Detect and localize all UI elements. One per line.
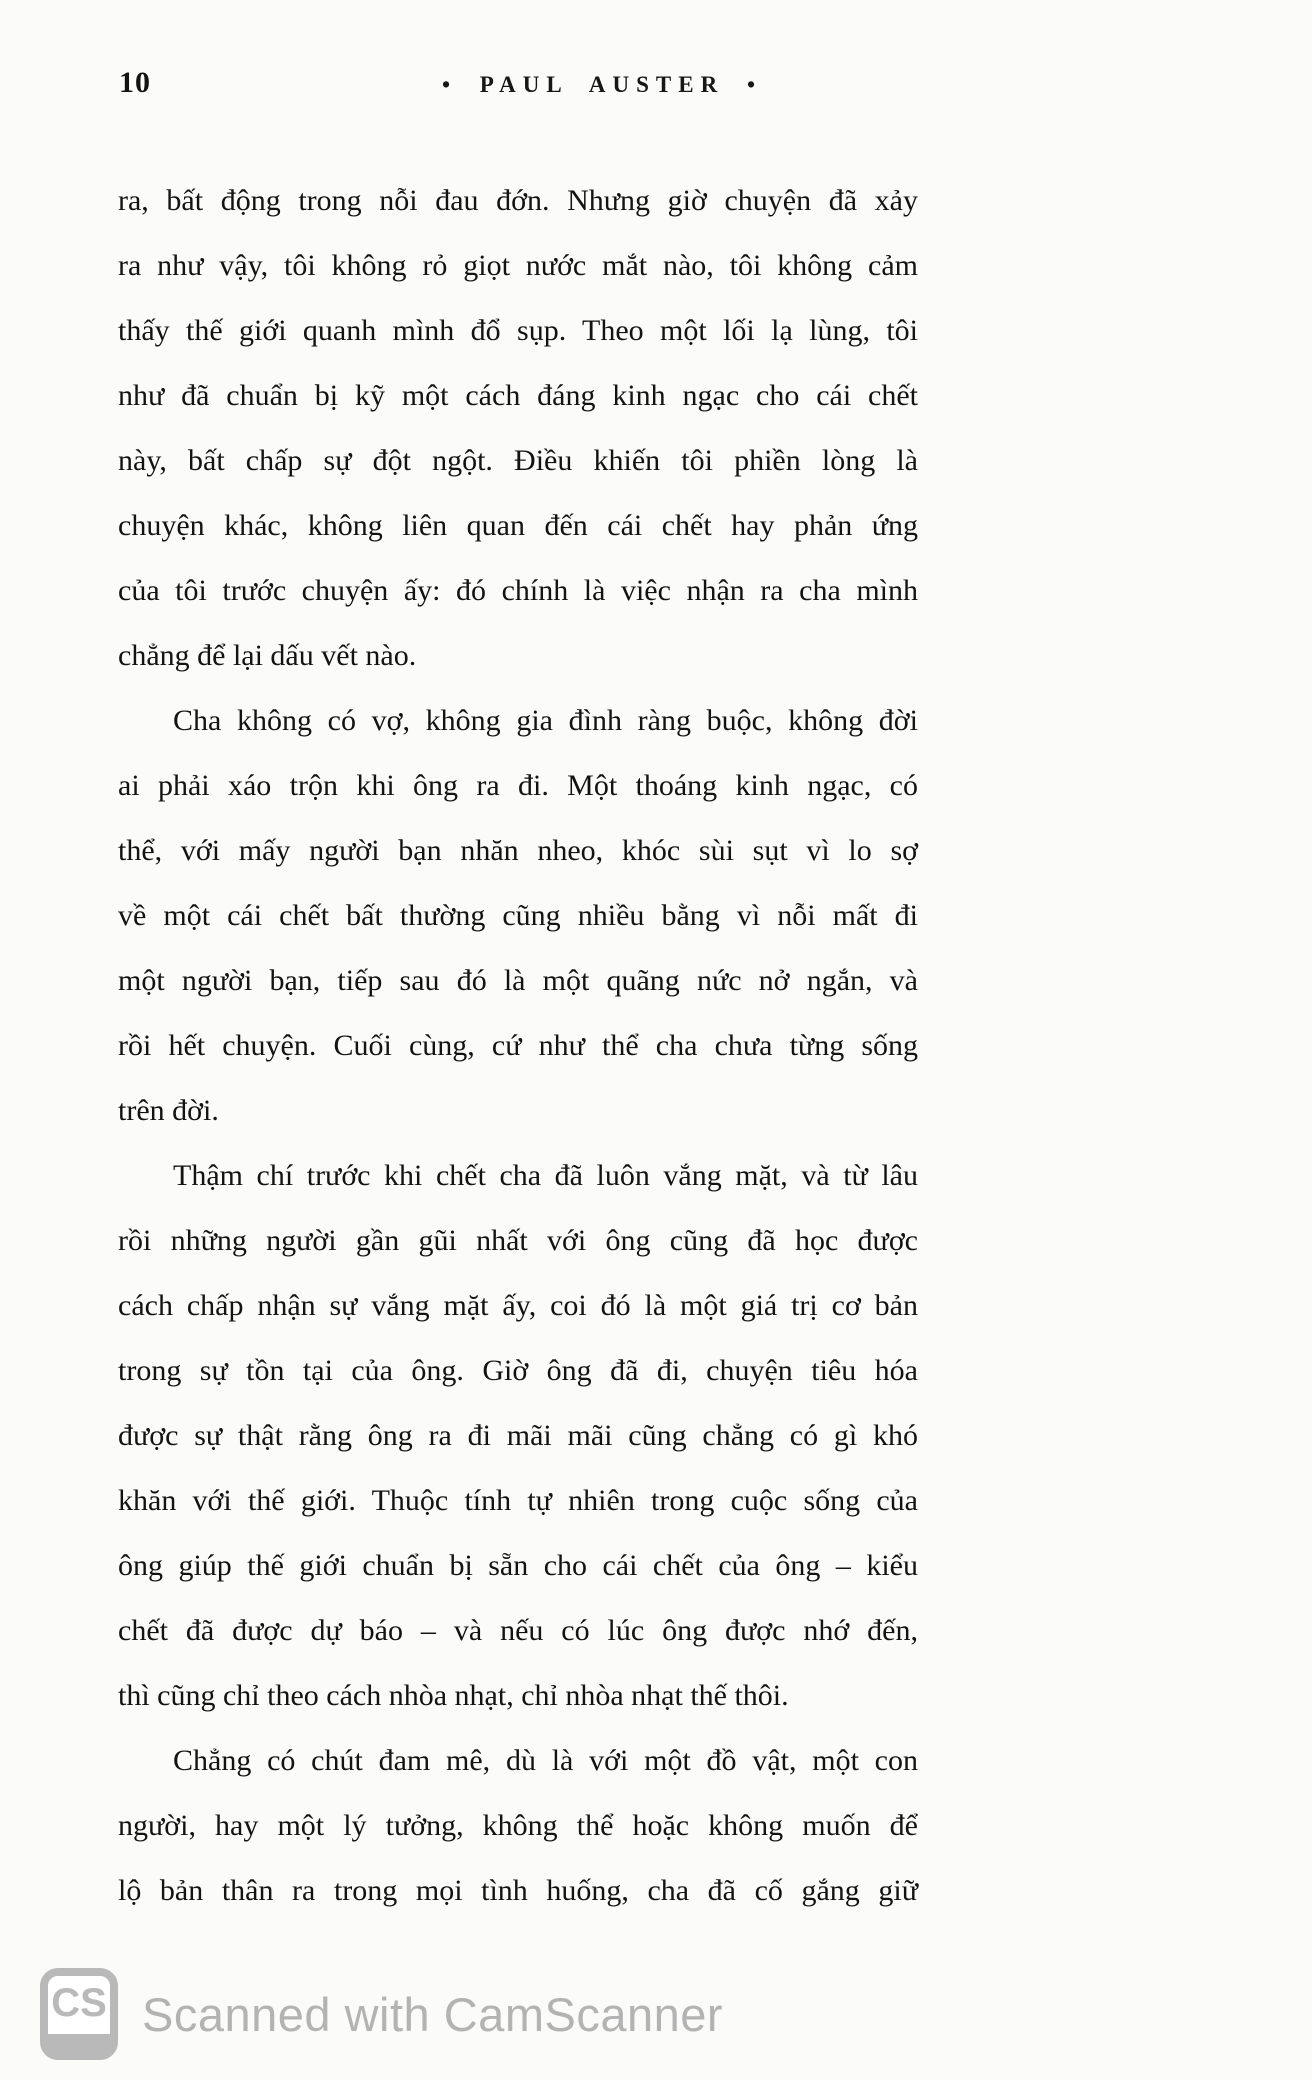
text-line: này, bất chấp sự đột ngột. Điều khiến tôi phiền lòng là xyxy=(118,444,918,477)
text-line: trong sự tồn tại của ông. Giờ ông đã đi, chuyện tiêu hóa xyxy=(118,1354,918,1387)
text-line: Thậm chí trước khi chết cha đã luôn vắng mặt, và từ lâu xyxy=(173,1159,918,1192)
text-line: trên đời. xyxy=(118,1094,219,1127)
text-line: lộ bản thân ra trong mọi tình huống, cha đã cố gắng giữ xyxy=(118,1874,918,1907)
text-line: cách chấp nhận sự vắng mặt ấy, coi đó là một giá trị cơ bản xyxy=(118,1289,918,1322)
text-line: ra như vậy, tôi không rỏ giọt nước mắt nào, tôi không cảm xyxy=(118,249,918,282)
running-head: • PAUL AUSTER • xyxy=(441,72,763,97)
text-block xyxy=(118,168,918,1923)
paragraph xyxy=(118,688,918,1143)
text-line: khăn với thế giới. Thuộc tính tự nhiên trong cuộc sống của xyxy=(118,1484,918,1517)
paragraph xyxy=(118,1728,918,1923)
text-line: Chẳng có chút đam mê, dù là với một đồ vật, một con xyxy=(173,1744,918,1777)
camscanner-watermark xyxy=(40,1968,723,2060)
text-line: chẳng để lại dấu vết nào. xyxy=(118,639,417,672)
paragraph xyxy=(118,168,918,688)
text-line: thấy thế giới quanh mình đổ sụp. Theo một lối lạ lùng, tôi xyxy=(118,314,918,347)
text-line: người, hay một lý tưởng, không thể hoặc không muốn để xyxy=(118,1809,918,1842)
text-line: chuyện khác, không liên quan đến cái chết hay phản ứng xyxy=(118,509,918,542)
camscanner-logo-letters: CS xyxy=(51,1981,107,2025)
text-line: một người bạn, tiếp sau đó là một quãng nức nở ngắn, và xyxy=(118,964,918,997)
text-line: như đã chuẩn bị kỹ một cách đáng kinh ngạc cho cái chết xyxy=(118,379,918,412)
text-line: chết đã được dự báo – và nếu có lúc ông được nhớ đến, xyxy=(118,1614,918,1647)
text-line: ra, bất động trong nỗi đau đớn. Nhưng giờ chuyện đã xảy xyxy=(118,184,918,217)
text-line: Cha không có vợ, không gia đình ràng buộc, không đời xyxy=(173,704,918,737)
text-line: ông giúp thế giới chuẩn bị sẵn cho cái chết của ông – kiểu xyxy=(118,1549,918,1582)
paragraph xyxy=(118,1143,918,1728)
text-line: thì cũng chỉ theo cách nhòa nhạt, chỉ nhòa nhạt thế thôi. xyxy=(118,1679,789,1712)
page-number: 10 xyxy=(119,66,151,99)
text-line: rồi hết chuyện. Cuối cùng, cứ như thể cha chưa từng sống xyxy=(118,1029,918,1062)
text-line: rồi những người gần gũi nhất với ông cũng đã học được xyxy=(118,1224,918,1257)
text-line: của tôi trước chuyện ấy: đó chính là việc nhận ra cha mình xyxy=(118,574,918,607)
text-line: được sự thật rằng ông ra đi mãi mãi cũng chẳng có gì khó xyxy=(118,1419,918,1452)
text-line: thể, với mấy người bạn nhăn nheo, khóc sùi sụt vì lo sợ xyxy=(118,834,918,867)
text-line: ai phải xáo trộn khi ông ra đi. Một thoáng kinh ngạc, có xyxy=(118,769,918,802)
camscanner-logo-icon xyxy=(40,1968,118,2060)
text-line: về một cái chết bất thường cũng nhiều bằng vì nỗi mất đi xyxy=(118,899,918,932)
camscanner-logo-base xyxy=(47,2034,111,2053)
watermark-text: Scanned with CamScanner xyxy=(142,1987,724,2041)
